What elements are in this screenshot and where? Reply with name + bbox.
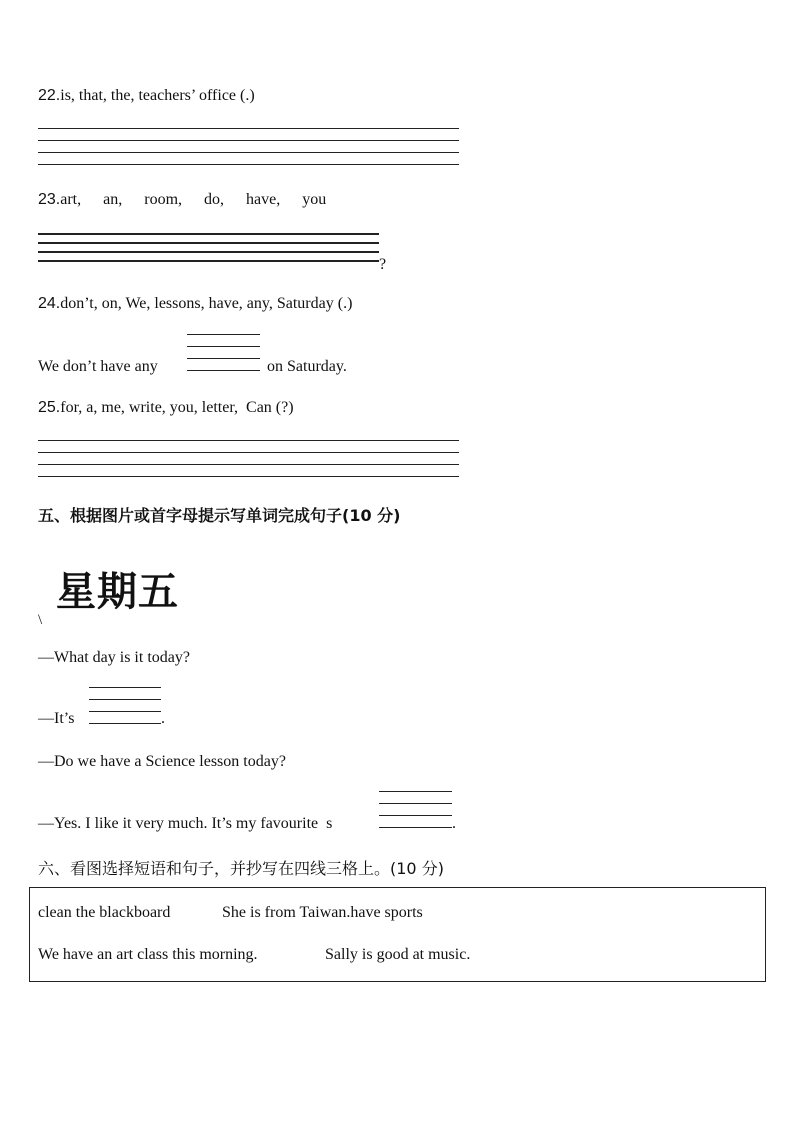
question-number: 22. [38, 87, 61, 104]
word-2: an, [103, 191, 123, 208]
dialog-line-2: —It’s [38, 710, 75, 727]
word-1: art, [60, 191, 82, 208]
question-24 [38, 295, 352, 313]
picture-text: 星期五 [56, 569, 179, 615]
dialog-line-3: —Do we have a Science lesson today? [38, 753, 286, 770]
question-23 [38, 191, 326, 209]
question-22 [38, 87, 255, 105]
word-5: have, [246, 191, 281, 208]
section-5-title: 五、根据图片或首字母提示写单词完成句子(10 分) [38, 506, 401, 525]
dialog-line-4: —Yes. I like it very much. It’s my favourite s [38, 815, 333, 832]
question-words: for, a, me, write, you, letter, Can (?) [60, 399, 294, 416]
word-4: do, [204, 191, 225, 208]
phrase-taiwan-sports: She is from Taiwan.have sports [222, 904, 423, 921]
answer-sentence-24-end: on Saturday. [267, 358, 347, 375]
question-number: 23. [38, 191, 61, 208]
backslash-mark: \ [38, 612, 43, 628]
phrase-art-class: We have an art class this morning. [38, 946, 258, 963]
sentence-start: We don’t have any [38, 358, 158, 375]
writing-lines-24[interactable] [187, 334, 260, 382]
writing-lines-22[interactable] [38, 128, 459, 176]
writing-lines-its[interactable] [89, 687, 161, 735]
question-25 [38, 399, 294, 417]
writing-lines-23[interactable] [38, 233, 379, 269]
question-number: 25. [38, 399, 61, 416]
section-6-title: 六、看图选择短语和句子，并抄写在四线三格上。(10 分) [38, 859, 444, 878]
question-number: 24. [38, 295, 61, 312]
dialog-line-2-end: . [161, 710, 165, 727]
answer-sentence-24 [38, 358, 158, 376]
question-words: is, that, the, teachers’ office (.) [60, 87, 255, 104]
dialog-line-4-end: . [452, 815, 456, 832]
picture-friday [44, 548, 194, 628]
dialog-line-1: —What day is it today? [38, 649, 190, 666]
question-mark: ? [379, 256, 387, 273]
question-words: don’t, on, We, lessons, have, any, Saturday (.) [60, 295, 353, 312]
writing-lines-favourite[interactable] [379, 791, 452, 839]
word-6: you [302, 191, 327, 208]
phrase-box [29, 887, 766, 982]
writing-lines-25[interactable] [38, 440, 459, 488]
phrase-sally-music: Sally is good at music. [325, 946, 471, 963]
phrase-clean-blackboard: clean the blackboard [38, 904, 171, 921]
word-3: room, [144, 191, 183, 208]
